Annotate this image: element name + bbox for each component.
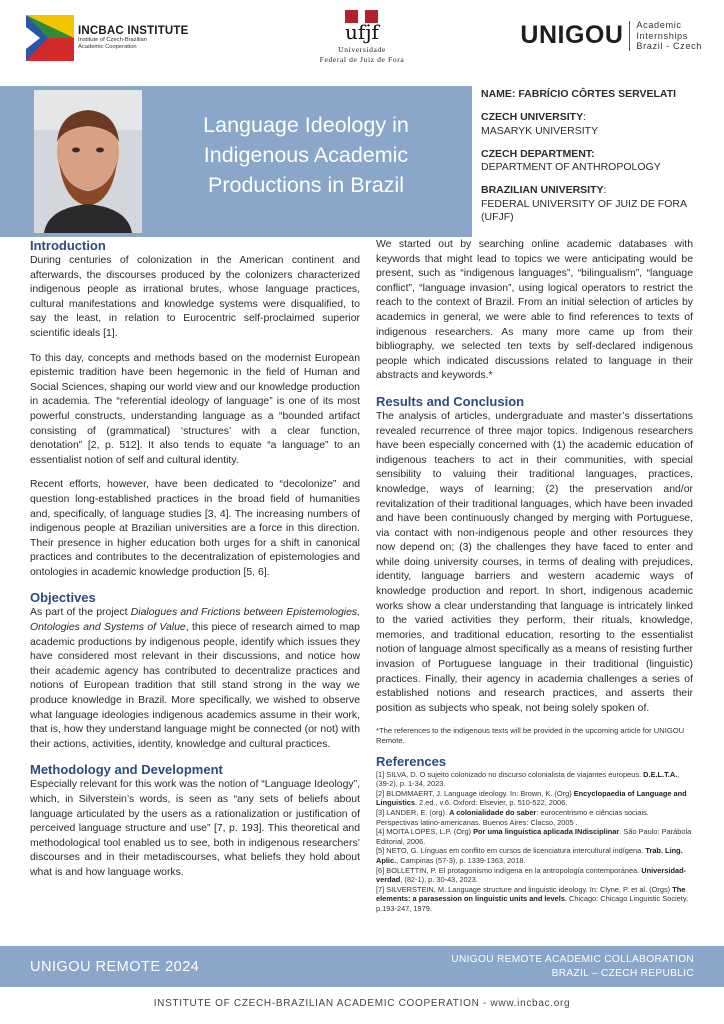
ufjf-name-line-2: Federal de Juiz de Fora — [319, 55, 405, 65]
footer-bar — [0, 946, 724, 987]
methodology-paragraph: Especially relevant for this work was the notion of “Language Ideology”, which, in Silverstein’s words, is seen as “any sets of beliefs about language articulated by the users as a rationalization or justification of perceived language structure and use” [7, p. 193]. This theoretical and methodological tool enabled us to see, both in indigenous researchers’ discourses and in their metadiscourses, what beliefs they hold about what is and how language works. — [30, 779, 360, 878]
ufjf-mark-icon — [335, 8, 389, 44]
introduction-paragraph-3: Recent efforts, however, have been dedicated to “decolonize” and question long-established practices in the broad field of humanities and, specifically, of language studies [3, 4]. The increasing numbers of indigenous people at Brazilian universities are a force in this direction. Their presence in higher education both urges for a shift in canonical practices and contributes to the decentralization of epistemologies and ontologies in academic knowledge production [5, 6]. — [30, 479, 360, 578]
header — [0, 0, 724, 80]
title-banner — [0, 86, 724, 237]
ufjf-logo[interactable] — [300, 8, 424, 65]
project-title: Dialogues and Frictions between Epistemologies, Ontologies and Systems of Value — [30, 607, 360, 634]
left-column — [30, 238, 360, 891]
name-value: FABRÍCIO CÔRTES SERVELATI — [518, 88, 677, 100]
incbac-subtitle-1: Institute of Czech-Brazilian — [78, 37, 147, 43]
unigou-sub-2: Internships — [636, 30, 688, 41]
unigou-divider — [629, 21, 630, 51]
footer-collaboration-line-1: UNIGOU REMOTE ACADEMIC COLLABORATION — [451, 954, 694, 965]
ufjf-name-line-1: Universidade — [338, 45, 386, 54]
results-paragraph: The analysis of articles, undergraduate and master’s dissertations revealed recurrence of three major topics. Indigenous researchers have been especially concerned with (1) the academic education of indigenous teachers to act in their communities, with special sensibility to valuing their traditional languages, practices, knowledge, ways of learning; (2) the preservation and/or revitalization of their traditional languages, which have been invaded and have been continuously changed by merging with Portuguese, via contact with non-indigenous people and other resources they now depend on; (3) the challenges they have faced to enter and while doing university courses, in terms of dealing with prejudices, identity, language barriers and western academic ways of knowledge production and report. In short, indigenous academic works show a clear understanding that language is intricately linked to the varied activities they perform, their rituals, knowledge, memories, and traditional education, resorting to the essentialist notion of language almost specifically as a means of resisting further invasion of Portuguese language in their traditional (linguistic) practices. Finally, their agency in academia challenges a series of established notions and research practices, and asserts their position as subjects who speak, not being solely spoken of. — [376, 410, 693, 714]
references-heading: References — [376, 753, 447, 769]
objectives-text-a: As part of the project — [30, 607, 131, 619]
unigou-logo[interactable] — [520, 20, 702, 52]
poster-title: Language Ideology in Indigenous Academic Productions in Brazil — [203, 113, 409, 197]
reference-item: [7] SILVERSTEIN, M. Language structure and linguistic ideology. In: Clyne, P. et al. (Orgs) The elements: a parasession on linguistic units and levels. Chicago: Chicago Linguistic Society, p.193-247, 1979. — [376, 884, 689, 913]
czech-university-label: CZECH UNIVERSITY — [481, 111, 584, 124]
footnote: *The references to the indigenous texts will be provided in the upcoming article for UNIGOU Remote. — [376, 726, 685, 745]
czech-university-value: MASARYK UNIVERSITY — [481, 124, 599, 137]
footer-collaboration-line-2: BRAZIL – CZECH REPUBLIC — [551, 967, 694, 979]
methodology-heading: Methodology and Development — [30, 762, 223, 778]
footer-institute-text[interactable]: INSTITUTE OF CZECH-BRAZILIAN ACADEMIC COOPERATION - www.incbac.org — [153, 998, 571, 1009]
czech-department-label: CZECH DEPARTMENT: — [481, 147, 595, 160]
banner-background — [0, 86, 472, 237]
references-list — [376, 770, 693, 914]
introduction-paragraph-2: To this day, concepts and methods based on the modernist European epistemic tradition have been hegemonic in the field of Human and Social Sciences, shaping our world view and our knowledge production in academia. The “referential ideology of language” is one of its most powerful constructs, understanding language as a “bounded artifact consisting of (grammatical) ‘structures’ with a clear function, denotation” [2, p. 512]. It also tends to equate “a language” to an essentialist notion of self and cultural identity. — [30, 352, 360, 466]
reference-item: [1] SILVA, D. O sujeito colonizado no discurso colonialista de viajantes europeus. D.E.L.T.A., (39-2), p. 1-34, 2023. — [376, 769, 680, 789]
name-label: NAME: — [481, 88, 516, 100]
reference-item: [4] MOITA LOPES, L.P. (Org) Por uma linguística aplicada INdisciplinar. São Paulo: Parábola Editorial, 2006. — [376, 827, 692, 846]
objectives-paragraph — [30, 606, 360, 752]
objectives-text-b: , this piece of research aimed to map academic productions by indigenous people, identify which issues they have considered most relevant in their discussions, and notice how their academic agency has contributed to decentralize practices and notions of European tradition that still stand strong in the way we produce knowledge in Brazil. More specifically, we wished to observe what language ideologies indigenous academics assume in their work, that is, how they understand language might be connected (or not) with their actions, activities, identity, knowledge and cultural practices. — [30, 622, 360, 750]
brazilian-university-label: BRAZILIAN UNIVERSITY — [481, 184, 604, 197]
footer-event-name: UNIGOU REMOTE 2024 — [30, 959, 200, 975]
incbac-title: INCBAC INSTITUTE — [78, 25, 189, 37]
objectives-heading: Objectives — [30, 590, 96, 606]
introduction-paragraph-1: During centuries of colonization in the American continent and afterwards, the discourses produced by the colonizers characterized indigenous people as irrational brutes, whose language practices, cultural manifestations and knowledge systems were disqualified, to say the least, in relation to Eurocentric self-proclaimed superior scientific ideals [1]. — [30, 255, 360, 339]
unigou-sub-1: Academic — [636, 20, 682, 30]
incbac-logo[interactable] — [26, 15, 189, 61]
incbac-flag-icon — [26, 15, 74, 61]
introduction-heading: Introduction — [30, 238, 106, 253]
reference-item: [3] LANDER, E. (org). A colonialidade do saber: eurocentrismo e ciências sociais. Perspectivas latino-americanas. Buenos Aires: Clacso, 2005 . — [376, 807, 649, 827]
unigou-sub-3: Brazil - Czech — [636, 41, 702, 51]
author-info: NAME: FABRÍCIO CÔRTES SERVELATI CZECH UNIVERSITY: MASARYK UNIVERSITY CZECH DEPARTMENT: DEPARTMENT OF ANTHROPOLOGY BRAZILIAN UNIVERSITY: FEDERAL UNIVERSITY OF JUIZ DE FORA (UFJF) — [481, 88, 717, 234]
unigou-wordmark: UNIGOU — [520, 21, 624, 50]
author-photo — [34, 90, 142, 233]
footer-collaboration — [451, 953, 694, 980]
reference-item: [5] NETO, G. Línguas em conflito em cursos de licenciatura intercultural indígena. Trab. Ling. Aplic., Campinas (57-3), p. 1339-1363, 2018. — [376, 846, 683, 865]
reference-item: [2] BLOMMAERT, J. Language ideology. In: Brown, K. (Org) Encyclopaedia of Language and Linguistics. 2.ed., v.6. Oxford: Elsevier, p. 510-522, 2006. — [376, 788, 687, 808]
ufjf-mark-text: ufjf — [345, 20, 379, 44]
incbac-subtitle-2: Academic Cooperation — [78, 44, 137, 50]
footer-institute — [0, 990, 724, 1024]
czech-department-value: DEPARTMENT OF ANTHROPOLOGY — [481, 161, 661, 174]
right-column — [376, 238, 693, 914]
reference-item: [6] BOLLETTIN, P. El protagonismo indígena en la antropología contemporánea. Universidad-verdad, (82-1), p. 30-43, 2023. — [376, 865, 687, 885]
brazilian-university-value: FEDERAL UNIVERSITY OF JUIZ DE FORA (UFJF) — [481, 197, 687, 224]
results-heading: Results and Conclusion — [376, 393, 525, 409]
methodology-paragraph-2: We started out by searching online academic databases with keywords that might lead to topics we were anticipating would be present, such as “indigenous languages”, “bilingualism”, “language conflict”, “language invasion”, using logical operators to restrict the reach to the context of Brazil. From an initial selection of articles by academics in general, we were able to find references to texts of indigenous researchers. As many more came up from their bibliography, we selected ten texts by self-declared indigenous people which indicated discussions related to language in their abstracts and keywords.* — [376, 239, 693, 382]
